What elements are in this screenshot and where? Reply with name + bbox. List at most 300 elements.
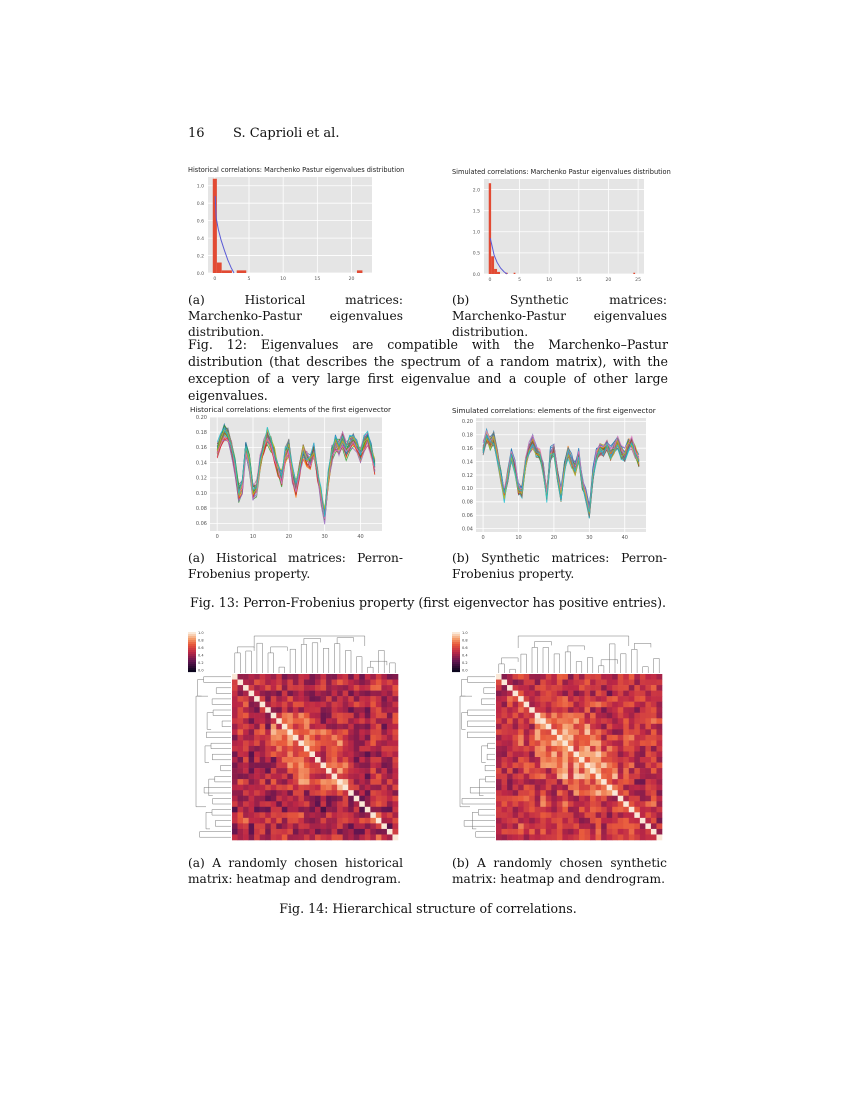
heatmap-cell — [612, 757, 618, 763]
heatmap-cell — [518, 801, 524, 807]
heatmap-cell — [249, 674, 255, 680]
heatmap-cell — [513, 680, 519, 686]
heatmap-cell — [529, 751, 535, 757]
heatmap-cell — [260, 674, 266, 680]
x-tick-label: 40 — [621, 535, 628, 541]
heatmap-cell — [392, 768, 398, 774]
heatmap-cell — [529, 790, 535, 796]
heatmap-cell — [568, 823, 574, 829]
y-tick-label: 0.08 — [461, 499, 473, 506]
colorbar-tick-label: 0.0 — [198, 668, 204, 673]
heatmap-cell — [546, 674, 552, 680]
heatmap-cell — [524, 729, 530, 735]
heatmap-cell — [249, 691, 255, 697]
heatmap-cell — [546, 707, 552, 713]
heatmap-cell — [585, 763, 591, 769]
heatmap-cell — [540, 812, 546, 818]
heatmap-cell — [238, 823, 244, 829]
heatmap-cell — [276, 785, 282, 791]
colorbar-tick-label: 1.0 — [198, 631, 204, 635]
heatmap-cell — [557, 790, 563, 796]
heatmap-cell — [321, 680, 327, 686]
heatmap-cell — [645, 746, 651, 752]
heatmap-cell — [573, 790, 579, 796]
heatmap-cell — [535, 807, 541, 813]
heatmap-cell — [315, 746, 321, 752]
heatmap-cell — [321, 746, 327, 752]
heatmap-cell — [243, 713, 249, 719]
heatmap-cell — [260, 768, 266, 774]
heatmap-cell — [387, 785, 393, 791]
heatmap-cell — [529, 768, 535, 774]
heatmap-cell — [557, 718, 563, 724]
heatmap-cell — [271, 779, 277, 785]
heatmap-cell — [640, 790, 646, 796]
heatmap-cell — [651, 746, 657, 752]
heatmap-cell — [271, 834, 277, 840]
heatmap-cell — [315, 729, 321, 735]
heatmap-cell — [238, 785, 244, 791]
heatmap-cell — [618, 740, 624, 746]
heatmap-cell — [524, 680, 530, 686]
heatmap-cell — [293, 812, 299, 818]
heatmap-cell — [271, 796, 277, 802]
heatmap-cell — [596, 790, 602, 796]
heatmap-cell — [524, 785, 530, 791]
heatmap-cell — [282, 724, 288, 730]
heatmap-cell — [596, 674, 602, 680]
heatmap-cell — [551, 702, 557, 708]
heatmap-cell — [535, 790, 541, 796]
heatmap-cell — [551, 796, 557, 802]
heatmap-cell — [612, 779, 618, 785]
colorbar-segment — [188, 646, 196, 648]
heatmap-cell — [551, 779, 557, 785]
heatmap-cell — [540, 740, 546, 746]
histogram-bar — [491, 256, 494, 274]
heatmap-cell — [326, 823, 332, 829]
heatmap-cell — [612, 829, 618, 835]
heatmap-cell — [524, 779, 530, 785]
heatmap-cell — [562, 718, 568, 724]
heatmap-cell — [518, 685, 524, 691]
heatmap-cell — [640, 757, 646, 763]
heatmap-cell — [337, 757, 343, 763]
heatmap-cell — [348, 812, 354, 818]
heatmap-cell — [321, 818, 327, 824]
heatmap-cell — [529, 735, 535, 741]
heatmap-cell — [315, 713, 321, 719]
heatmap-cell — [579, 785, 585, 791]
heatmap-cell — [287, 785, 293, 791]
heatmap-cell — [568, 829, 574, 835]
heatmap-cell — [656, 812, 662, 818]
heatmap-cell — [298, 785, 304, 791]
heatmap-cell — [513, 724, 519, 730]
heatmap-cell — [546, 751, 552, 757]
heatmap-cell — [518, 763, 524, 769]
heatmap-cell — [315, 785, 321, 791]
heatmap-cell — [309, 707, 315, 713]
heatmap-cell — [507, 724, 513, 730]
heatmap-cell — [332, 680, 338, 686]
heatmap-cell — [326, 763, 332, 769]
heatmap-cell — [243, 746, 249, 752]
heatmap-cell — [254, 796, 260, 802]
heatmap-cell — [640, 718, 646, 724]
colorbar-tick-label: 0.6 — [462, 646, 468, 650]
heatmap-cell — [370, 768, 376, 774]
heatmap-cell — [315, 735, 321, 741]
heatmap-cell — [249, 768, 255, 774]
heatmap-cell — [276, 751, 282, 757]
heatmap-cell — [623, 680, 629, 686]
heatmap-cell — [546, 718, 552, 724]
heatmap-cell — [365, 779, 371, 785]
heatmap-cell — [651, 818, 657, 824]
heatmap-cell — [612, 774, 618, 780]
heatmap-cell — [298, 707, 304, 713]
page-number: 16 — [188, 126, 205, 141]
heatmap-cell — [293, 807, 299, 813]
heatmap-cell — [640, 774, 646, 780]
heatmap-cell — [640, 680, 646, 686]
heatmap-cell — [640, 746, 646, 752]
heatmap-cell — [629, 729, 635, 735]
colorbar-segment — [188, 638, 196, 640]
heatmap-cell — [392, 790, 398, 796]
heatmap-cell — [629, 691, 635, 697]
x-tick-label: 30 — [321, 534, 328, 540]
heatmap-cell — [282, 823, 288, 829]
heatmap-cell — [249, 718, 255, 724]
heatmap-cell — [293, 796, 299, 802]
heatmap-cell — [623, 801, 629, 807]
heatmap-cell — [629, 807, 635, 813]
heatmap-cell — [392, 707, 398, 713]
x-tick-label: 40 — [357, 534, 364, 540]
heatmap-cell — [546, 807, 552, 813]
heatmap-cell — [518, 707, 524, 713]
colorbar-segment — [452, 670, 460, 672]
heatmap-cell — [359, 801, 365, 807]
heatmap-cell — [232, 724, 238, 730]
heatmap-cell — [634, 785, 640, 791]
heatmap-cell — [304, 785, 310, 791]
heatmap-cell — [551, 696, 557, 702]
heatmap-cell — [254, 702, 260, 708]
heatmap-cell — [370, 685, 376, 691]
heatmap-cell — [596, 779, 602, 785]
heatmap-cell — [590, 796, 596, 802]
heatmap-cell — [568, 735, 574, 741]
heatmap-cell — [568, 774, 574, 780]
heatmap-cell — [359, 680, 365, 686]
heatmap-cell — [546, 785, 552, 791]
heatmap-cell — [562, 763, 568, 769]
colorbar-tick-label: 0.0 — [462, 668, 468, 673]
heatmap-cell — [293, 757, 299, 763]
heatmap-cell — [629, 696, 635, 702]
heatmap-cell — [585, 685, 591, 691]
heatmap-cell — [293, 707, 299, 713]
fig13a-subcaption: (a) Historical matrices: Perron-Frobenius property. — [188, 551, 403, 581]
heatmap-cell — [359, 768, 365, 774]
heatmap-cell — [651, 796, 657, 802]
heatmap-cell — [343, 746, 349, 752]
heatmap-cell — [381, 757, 387, 763]
heatmap-cell — [623, 812, 629, 818]
heatmap-cell — [634, 829, 640, 835]
heatmap-cell — [304, 696, 310, 702]
heatmap-cell — [260, 818, 266, 824]
heatmap-cell — [524, 774, 530, 780]
heatmap-cell — [557, 834, 563, 840]
heatmap-cell — [546, 696, 552, 702]
heatmap-cell — [365, 801, 371, 807]
heatmap-cell — [370, 796, 376, 802]
heatmap-cell — [596, 757, 602, 763]
heatmap-cell — [618, 674, 624, 680]
heatmap-cell — [568, 807, 574, 813]
heatmap-cell — [365, 729, 371, 735]
heatmap-cell — [282, 718, 288, 724]
heatmap-cell — [326, 724, 332, 730]
heatmap-cell — [287, 718, 293, 724]
heatmap-cell — [282, 785, 288, 791]
heatmap-cell — [596, 696, 602, 702]
heatmap-cell — [651, 685, 657, 691]
heatmap-cell — [332, 729, 338, 735]
heatmap-cell — [518, 691, 524, 697]
heatmap-cell — [354, 774, 360, 780]
heatmap-cell — [634, 729, 640, 735]
heatmap-cell — [370, 834, 376, 840]
heatmap-cell — [535, 691, 541, 697]
heatmap-cell — [535, 680, 541, 686]
heatmap-cell — [573, 724, 579, 730]
heatmap-cell — [309, 774, 315, 780]
heatmap-cell — [309, 713, 315, 719]
heatmap-cell — [546, 801, 552, 807]
heatmap-cell — [376, 757, 382, 763]
heatmap-cell — [238, 746, 244, 752]
heatmap-cell — [243, 702, 249, 708]
heatmap-cell — [243, 680, 249, 686]
heatmap-cell — [502, 740, 508, 746]
heatmap-cell — [640, 807, 646, 813]
heatmap-cell — [585, 751, 591, 757]
heatmap-cell — [359, 707, 365, 713]
heatmap-cell — [579, 713, 585, 719]
heatmap-cell — [618, 724, 624, 730]
heatmap-cell — [381, 713, 387, 719]
heatmap-cell — [348, 735, 354, 741]
heatmap-cell — [634, 812, 640, 818]
heatmap-cell — [557, 746, 563, 752]
heatmap-cell — [634, 718, 640, 724]
heatmap-cell — [276, 801, 282, 807]
heatmap-cell — [640, 713, 646, 719]
heatmap-cell — [243, 724, 249, 730]
heatmap-cell — [518, 790, 524, 796]
heatmap-cell — [387, 713, 393, 719]
heatmap-cell — [337, 763, 343, 769]
heatmap-cell — [557, 691, 563, 697]
heatmap-cell — [282, 735, 288, 741]
heatmap-cell — [557, 680, 563, 686]
heatmap-cell — [573, 751, 579, 757]
heatmap-cell — [496, 785, 502, 791]
heatmap-cell — [387, 707, 393, 713]
heatmap-cell — [529, 691, 535, 697]
heatmap-cell — [365, 707, 371, 713]
heatmap-cell — [265, 751, 271, 757]
x-tick-label: 10 — [280, 277, 287, 282]
heatmap-cell — [640, 702, 646, 708]
fig12b-subcaption: (b) Synthetic matrices: Marchenko-Pastur eigenvalues distribution. — [452, 293, 667, 339]
heatmap-cell — [326, 812, 332, 818]
heatmap-cell — [293, 768, 299, 774]
heatmap-cell — [607, 807, 613, 813]
heatmap-cell — [326, 702, 332, 708]
heatmap-cell — [315, 763, 321, 769]
heatmap-cell — [376, 751, 382, 757]
heatmap-cell — [238, 674, 244, 680]
colorbar-segment — [452, 668, 460, 670]
heatmap-cell — [524, 724, 530, 730]
heatmap-cell — [232, 707, 238, 713]
heatmap-cell — [546, 763, 552, 769]
heatmap-cell — [392, 746, 398, 752]
colorbar-segment — [188, 650, 196, 652]
heatmap-cell — [568, 763, 574, 769]
colorbar-segment — [452, 650, 460, 652]
heatmap-cell — [601, 796, 607, 802]
heatmap-cell — [359, 829, 365, 835]
heatmap-cell — [243, 801, 249, 807]
heatmap-cell — [265, 785, 271, 791]
heatmap-cell — [612, 707, 618, 713]
heatmap-cell — [321, 729, 327, 735]
heatmap-cell — [656, 829, 662, 835]
heatmap-cell — [326, 774, 332, 780]
heatmap-cell — [232, 729, 238, 735]
heatmap-cell — [546, 768, 552, 774]
heatmap-cell — [496, 685, 502, 691]
heatmap-cell — [326, 691, 332, 697]
heatmap-cell — [579, 834, 585, 840]
heatmap-cell — [254, 768, 260, 774]
heatmap-cell — [287, 763, 293, 769]
heatmap-cell — [381, 680, 387, 686]
heatmap-cell — [249, 680, 255, 686]
heatmap-cell — [238, 718, 244, 724]
heatmap-cell — [271, 807, 277, 813]
heatmap-cell — [238, 702, 244, 708]
heatmap-cell — [243, 674, 249, 680]
heatmap-cell — [282, 790, 288, 796]
heatmap-cell — [551, 763, 557, 769]
heatmap-cell — [502, 691, 508, 697]
heatmap-cell — [551, 790, 557, 796]
heatmap-cell — [381, 818, 387, 824]
heatmap-cell — [238, 729, 244, 735]
heatmap-cell — [518, 702, 524, 708]
heatmap-cell — [496, 807, 502, 813]
heatmap-cell — [640, 779, 646, 785]
heatmap-cell — [376, 729, 382, 735]
colorbar-segment — [188, 668, 196, 670]
heatmap-cell — [579, 680, 585, 686]
heatmap-cell — [254, 707, 260, 713]
heatmap-cell — [551, 751, 557, 757]
heatmap-cell — [348, 829, 354, 835]
heatmap-cell — [376, 691, 382, 697]
heatmap-cell — [629, 685, 635, 691]
colorbar-segment — [452, 654, 460, 656]
heatmap-cell — [601, 751, 607, 757]
colorbar-segment — [188, 636, 196, 638]
heatmap-cell — [540, 713, 546, 719]
heatmap-cell — [579, 818, 585, 824]
heatmap-cell — [562, 801, 568, 807]
heatmap-cell — [309, 702, 315, 708]
heatmap-cell — [387, 829, 393, 835]
heatmap-cell — [365, 746, 371, 752]
heatmap-cell — [562, 685, 568, 691]
heatmap-cell — [540, 801, 546, 807]
heatmap-cell — [282, 807, 288, 813]
heatmap-cell — [287, 774, 293, 780]
heatmap-cell — [343, 740, 349, 746]
heatmap-cell — [524, 796, 530, 802]
heatmap-cell — [370, 785, 376, 791]
heatmap-cell — [265, 807, 271, 813]
heatmap-cell — [546, 724, 552, 730]
heatmap-cell — [293, 746, 299, 752]
heatmap-cell — [546, 713, 552, 719]
heatmap-cell — [232, 801, 238, 807]
heatmap-cell — [590, 774, 596, 780]
y-tick-label: 0.08 — [195, 506, 207, 512]
heatmap-cell — [524, 829, 530, 835]
heatmap-cell — [607, 796, 613, 802]
heatmap-cell — [238, 807, 244, 813]
heatmap-cell — [529, 785, 535, 791]
histogram-bar — [217, 263, 222, 273]
left-dendrogram — [460, 677, 495, 837]
heatmap-cell — [618, 801, 624, 807]
heatmap-cell — [359, 740, 365, 746]
heatmap-cell — [607, 801, 613, 807]
heatmap-cell — [529, 801, 535, 807]
heatmap-cell — [337, 674, 343, 680]
heatmap-cell — [629, 735, 635, 741]
heatmap-cell — [287, 707, 293, 713]
heatmap-cell — [271, 674, 277, 680]
heatmap-cell — [354, 834, 360, 840]
heatmap-cell — [590, 702, 596, 708]
heatmap-cell — [287, 829, 293, 835]
heatmap-cell — [293, 818, 299, 824]
heatmap-cell — [496, 774, 502, 780]
heatmap-cell — [376, 718, 382, 724]
heatmap-cell — [502, 696, 508, 702]
heatmap-cell — [573, 785, 579, 791]
heatmap-cell — [276, 746, 282, 752]
heatmap-cell — [585, 691, 591, 697]
